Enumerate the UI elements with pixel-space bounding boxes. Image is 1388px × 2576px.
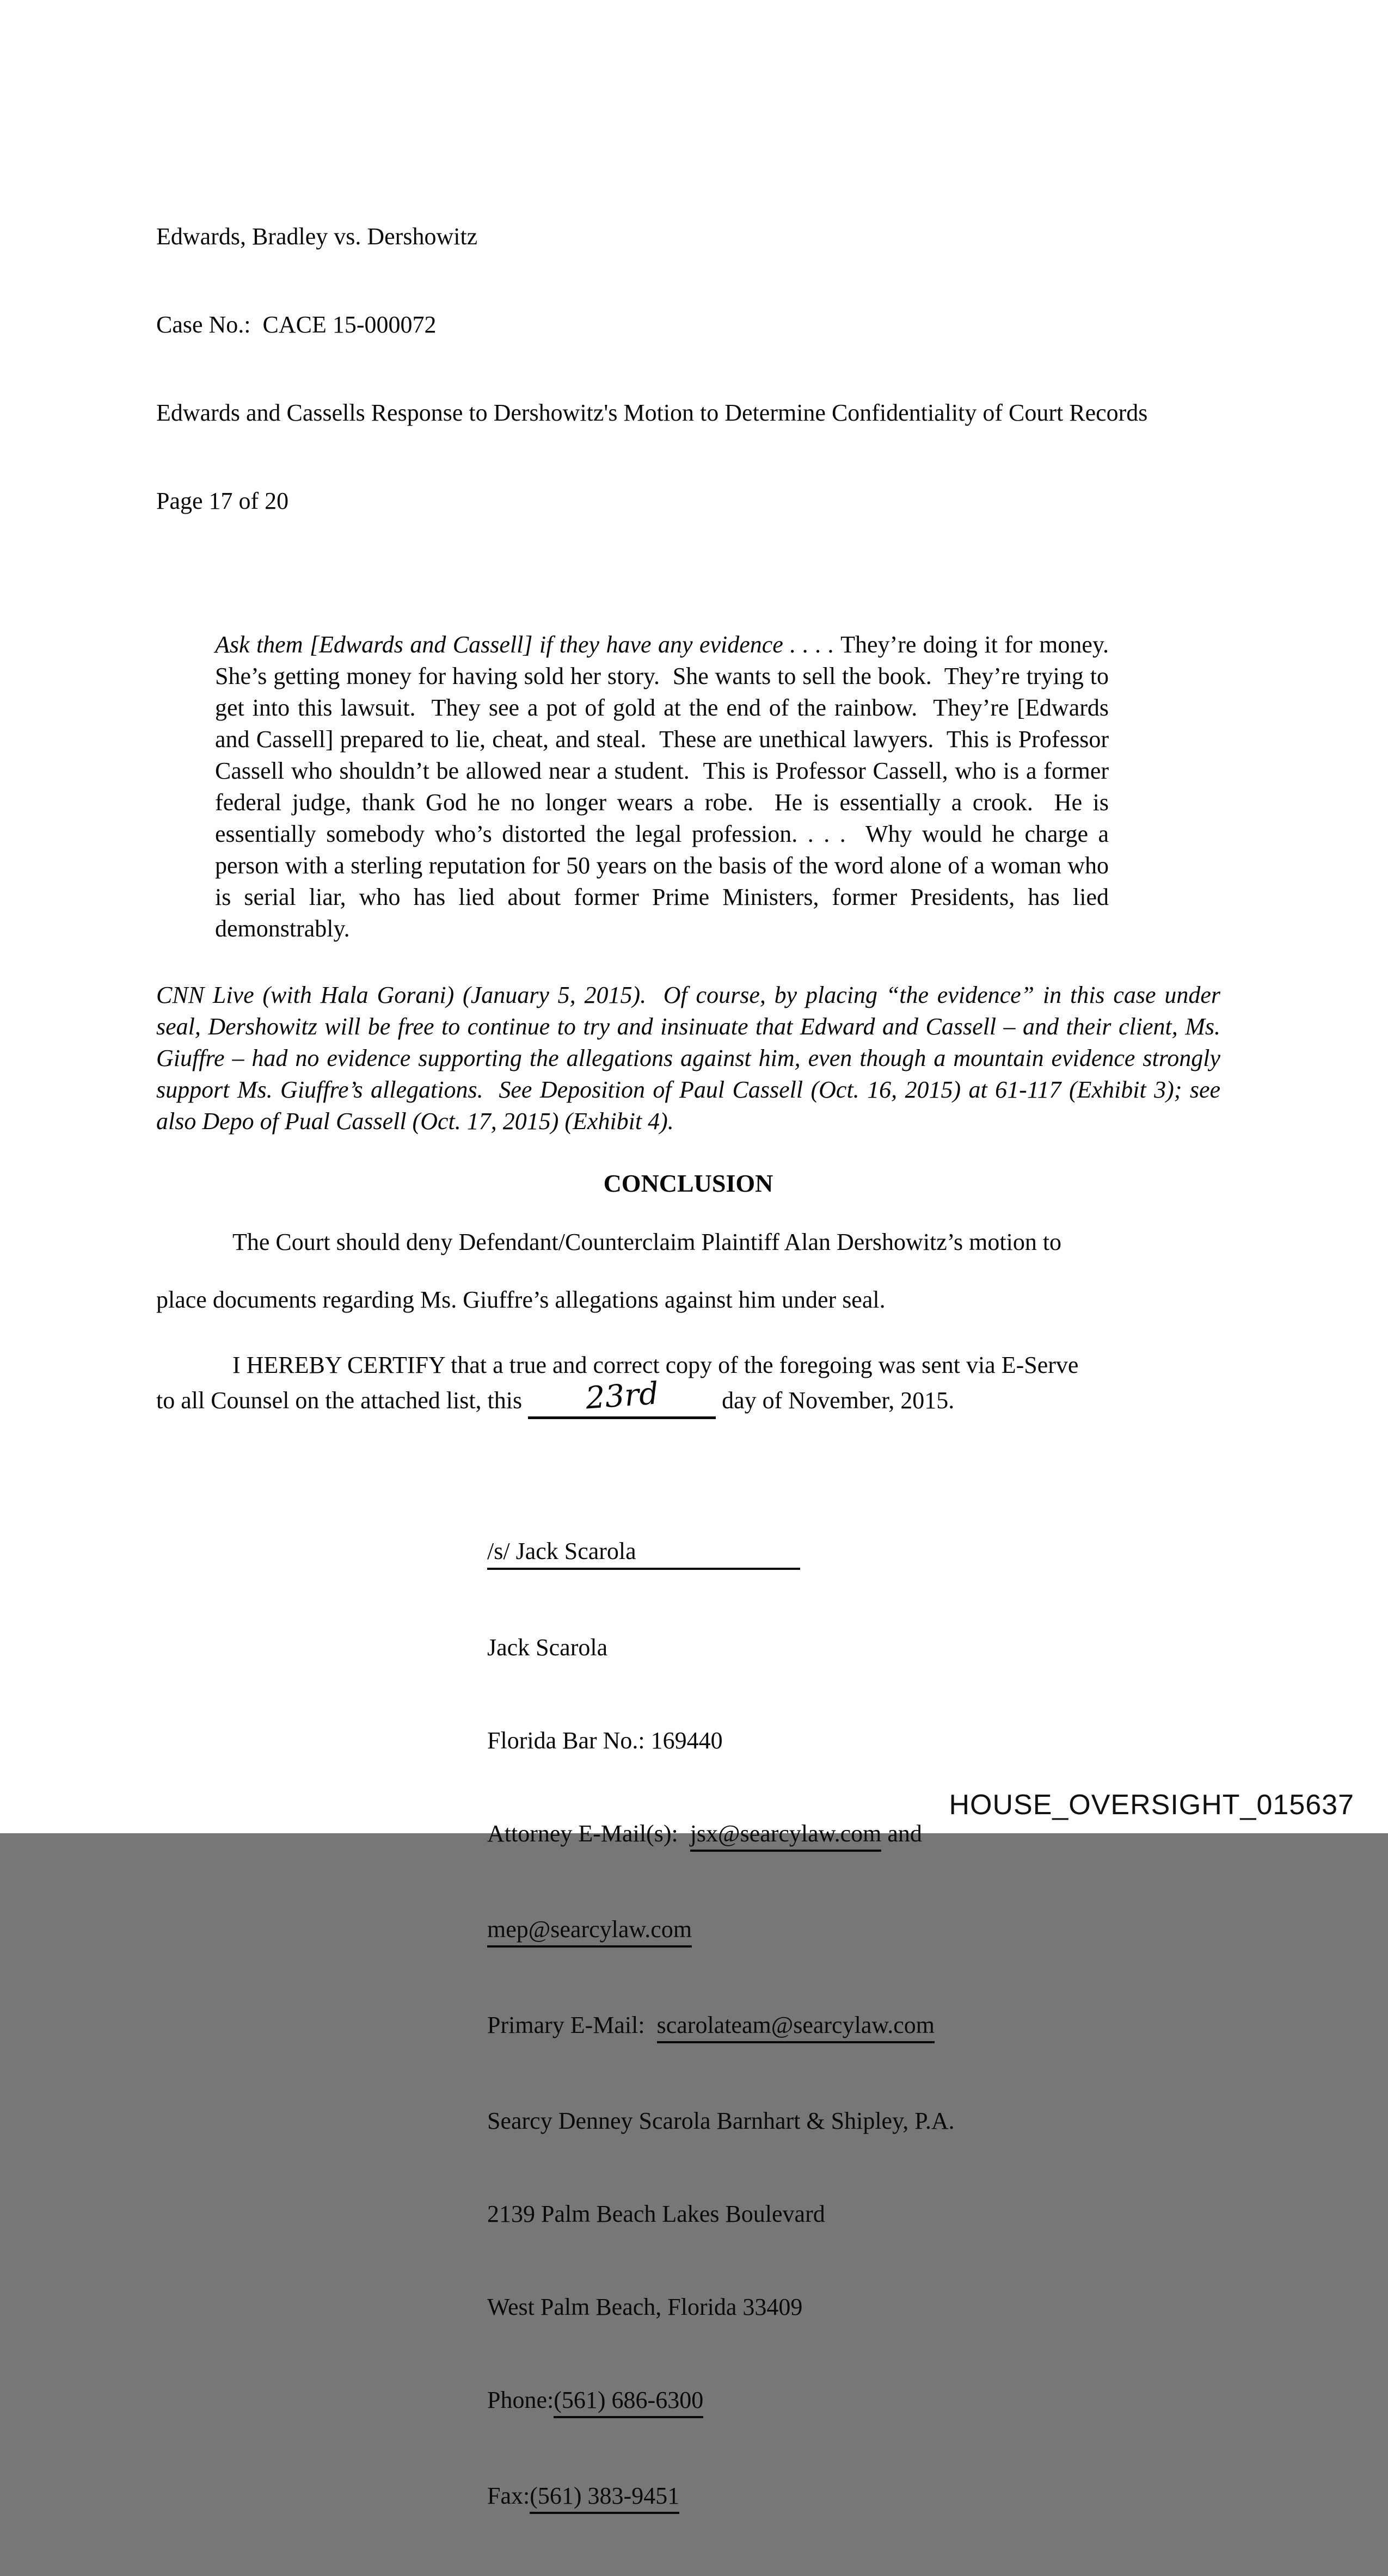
primary-email-label: Primary E-Mail: [487, 2012, 657, 2038]
certification-line-1: I HEREBY CERTIFY that a true and correct copy of the foregoing was sent via E-Serve [232, 1352, 1079, 1378]
header-page-number: Page 17 of 20 [156, 488, 289, 514]
conclusion-paragraph-line-2: place documents regarding Ms. Giuffre’s allegations against him under seal. [156, 1286, 886, 1313]
signature-block [487, 1474, 1220, 2576]
cnn-citation-paragraph: CNN Live (with Hala Gorani) (January 5, 2015). Of course, by placing “the evidence” in this case under seal, Dershowitz will be free to continue to try and insinuate that Edward and Cassell – and their client, Ms. Giuffre – had no evidence supporting the allegations against him, even though a mountain evidence strongly support Ms. Giuffre’s allegations. See Deposition of Paul Cassell (Oct. 16, 2015) at 61-117 (Exhibit 3); see also Depo of Pual Cassell (Oct. 17, 2015) (Exhibit 4). [156, 982, 1226, 1135]
signature-underline: /s/ Jack Scarola [487, 1536, 800, 1570]
fax-label: Fax: [487, 2482, 530, 2509]
block-quote [215, 629, 1121, 945]
conclusion-paragraph-line-1: The Court should deny Defendant/Counterclaim Plaintiff Alan Dershowitz’s motion to [232, 1229, 1062, 1255]
certification-line-2-before: to all Counsel on the attached list, this [156, 1387, 529, 1414]
attorney-email-2-line [487, 1914, 1220, 1948]
certification-line-2 [156, 1376, 1220, 1419]
signature-s-line [487, 1536, 1220, 1570]
attorney-email-2: mep@searcylaw.com [487, 1914, 692, 1948]
document-content [156, 163, 1226, 2576]
bates-number: HOUSE_OVERSIGHT_015637 [949, 1789, 1354, 1821]
certification-line-2-after: day of November, 2015. [716, 1387, 955, 1414]
firm-name: Searcy Denney Scarola Barnhart & Shipley, P.A. [487, 2107, 955, 2134]
phone-label: Phone: [487, 2387, 554, 2413]
primary-email: scarolateam@searcylaw.com [657, 2010, 935, 2043]
fax-number: (561) 383-9451 [530, 2480, 679, 2514]
primary-email-line [487, 2010, 1220, 2043]
attorney-name: Jack Scarola [487, 1634, 608, 1661]
attorney-email-joiner: and [881, 1820, 922, 1847]
quote-italic-lead: Ask them [Edwards and Cassell] if they have any evidence . . . . [215, 631, 834, 658]
header-case-name: Edwards, Bradley vs. Dershowitz [156, 223, 478, 250]
service-day-blank [528, 1376, 716, 1419]
attorney-email-1: jsx@searcylaw.com [690, 1818, 882, 1852]
attorney-email-label: Attorney E-Mail(s): [487, 1820, 690, 1847]
conclusion-heading: CONCLUSION [603, 1169, 773, 1197]
attorney-email-line [487, 1818, 1220, 1852]
case-caption-header [156, 163, 1220, 575]
phone-line [487, 2384, 1220, 2418]
phone-number: (561) 686-6300 [554, 2384, 703, 2418]
fax-line [487, 2480, 1220, 2514]
handwritten-day: 23rd [584, 1376, 660, 1416]
header-case-number: Case No.: CACE 15-000072 [156, 311, 437, 338]
bar-number: Florida Bar No.: 169440 [487, 1727, 723, 1754]
firm-address-city: West Palm Beach, Florida 33409 [487, 2294, 803, 2320]
header-document-title: Edwards and Cassells Response to Dershowitz's Motion to Determine Confidentiality of Court Records [156, 399, 1148, 426]
firm-address-street: 2139 Palm Beach Lakes Boulevard [487, 2201, 825, 2227]
quote-body-text: They’re doing it for money. She’s getting money for having sold her story. She wants to sell the book. They’re trying to get into this lawsuit. They see a pot of gold at the end of the rainbow. They’re [Edwards and Cassell] prepared to lie, cheat, and steal. These are unethical lawyers. This is Professor Cassell who shouldn’t be allowed near a student. This is Professor Cassell, who is a former federal judge, thank God he no longer wears a robe. He is essentially a crook. He is essentially somebody who’s distorted the legal profession. . . . Why would he charge a person with a sterling reputation for 50 years on the basis of the word alone of a woman who is serial liar, who has lied about former Prime Ministers, former Presidents, has lied demonstrably. [215, 631, 1121, 942]
